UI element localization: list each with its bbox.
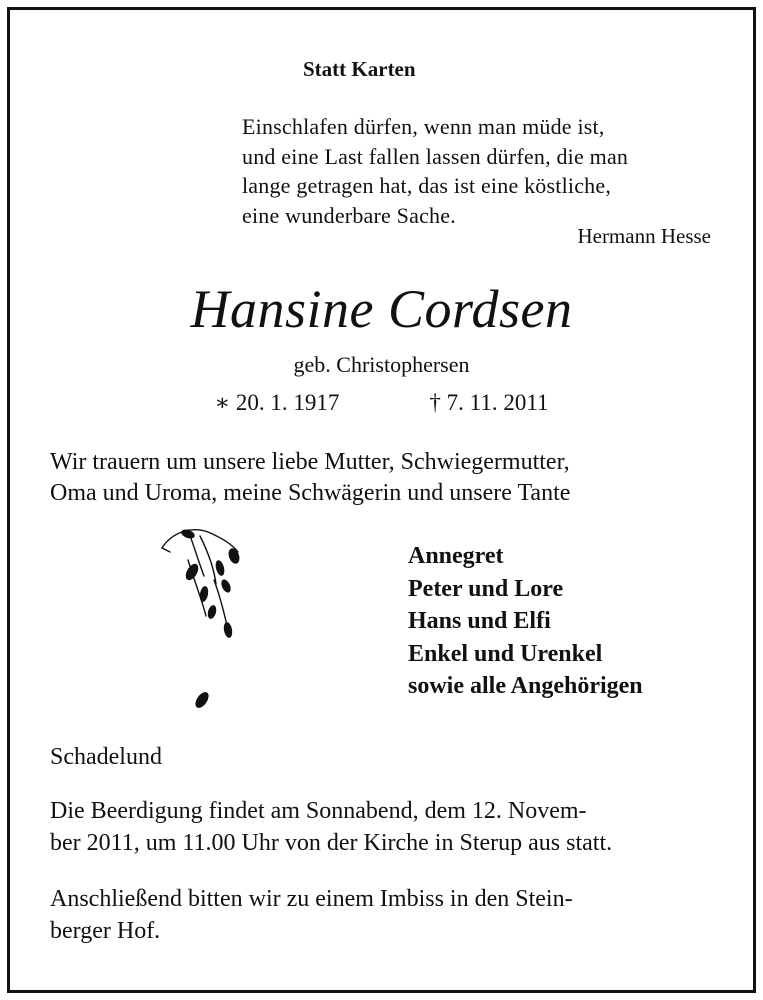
birch-branch-icon <box>158 520 248 720</box>
quote-author: Hermann Hesse <box>577 224 711 248</box>
quote-block <box>242 112 628 230</box>
signer: Annegret <box>408 543 504 569</box>
funeral-text <box>50 795 612 859</box>
maiden-name: geb. Christophersen <box>293 352 470 377</box>
reception-text <box>50 883 573 947</box>
mourning-line: Wir trauern um unsere liebe Mutter, Schwiegermutter, <box>50 449 570 475</box>
funeral-line: Die Beerdigung findet am Sonnabend, dem 12. Novem- <box>50 798 587 824</box>
life-dates <box>0 390 763 416</box>
notice-header: Statt Karten <box>303 57 416 81</box>
quote-line: eine wunderbare Sache. <box>242 202 456 228</box>
funeral-line: ber 2011, um 11.00 Uhr von der Kirche in Sterup aus statt. <box>50 830 613 856</box>
deceased-name: Hansine Cordsen <box>190 279 573 339</box>
birth-date: ∗ 20. 1. 1917 <box>214 390 340 415</box>
signers-list <box>408 540 643 703</box>
signer: Peter und Lore <box>408 575 564 602</box>
reception-line: Anschließend bitten wir zu einem Imbiss in den Stein- <box>50 886 573 912</box>
mourning-line: Oma und Uroma, meine Schwägerin und unsere Tante <box>50 480 571 506</box>
death-date: † 7. 11. 2011 <box>429 390 549 415</box>
signer: Enkel und Urenkel <box>408 640 603 667</box>
quote-line: lange getragen hat, das ist eine köstliche, <box>242 173 612 198</box>
signer: sowie alle Angehörigen <box>408 673 643 699</box>
quote-line: Einschlafen dürfen, wenn man müde ist, <box>242 114 605 139</box>
place-name: Schadelund <box>50 744 162 770</box>
quote-line: und eine Last fallen lassen dürfen, die man <box>242 143 629 169</box>
reception-line: berger Hof. <box>50 918 161 944</box>
signer: Hans und Elfi <box>408 608 551 634</box>
mourning-text <box>50 447 570 509</box>
